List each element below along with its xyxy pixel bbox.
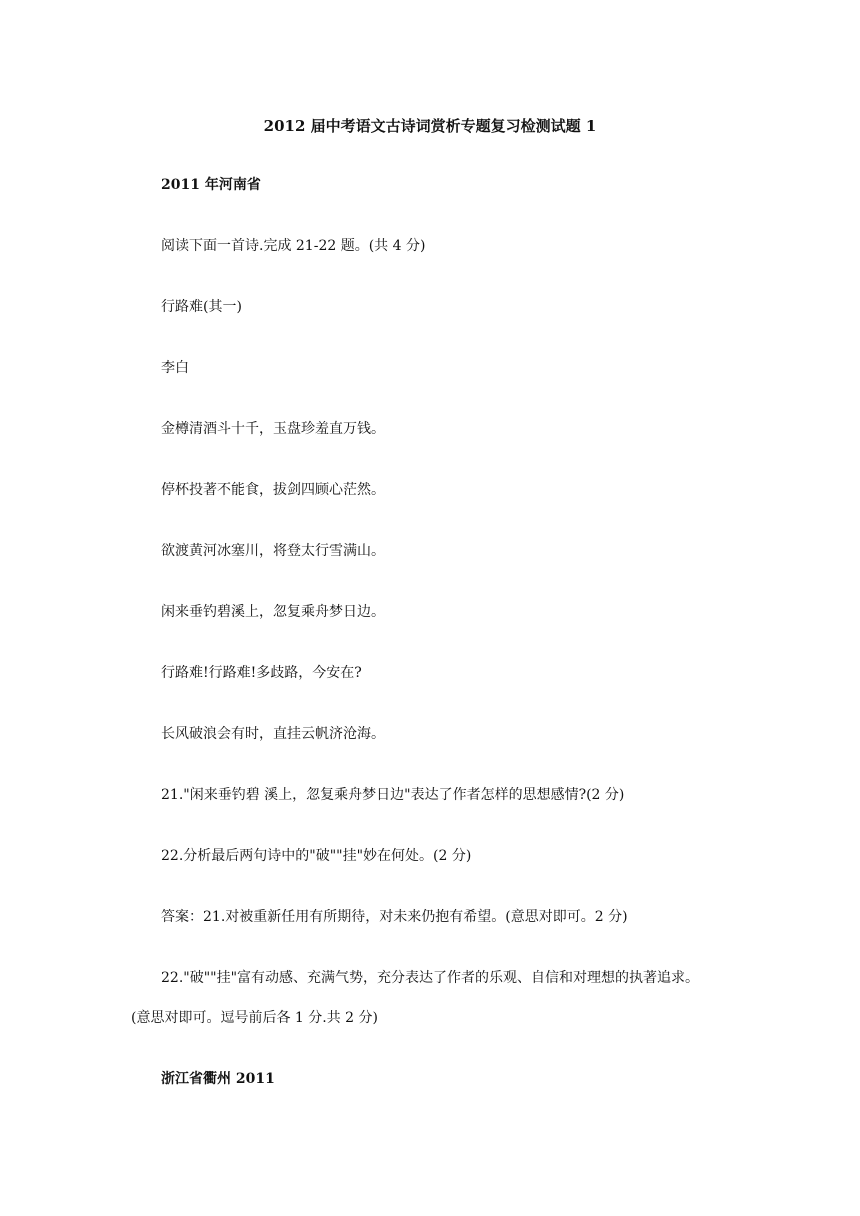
poem-line: 欲渡黄河冰塞川，将登太行雪满山。 [161, 543, 385, 559]
reading-instruction: 阅读下面一首诗.完成 21-22 题。(共 4 分) [161, 238, 426, 254]
section-heading-quzhou: 浙江省衢州 2011 [161, 1071, 275, 1087]
answer-22-line-1: 22."破""挂"富有动感、充满气势，充分表达了作者的乐观、自信和对理想的执著追求。 [161, 970, 700, 986]
poem-line: 行路难!行路难!多歧路，今安在? [161, 665, 362, 681]
poem-author: 李白 [161, 360, 189, 376]
poem-line: 停杯投著不能食，拔剑四顾心茫然。 [161, 482, 385, 498]
poem-line: 长风破浪会有时，直挂云帆济沧海。 [161, 726, 385, 742]
poem-line: 金樽清酒斗十千，玉盘珍羞直万钱。 [161, 421, 385, 437]
poem-line: 闲来垂钓碧溪上，忽复乘舟梦日边。 [161, 604, 385, 620]
document-title: 2012 届中考语文古诗词赏析专题复习检测试题 1 [263, 117, 597, 135]
answer-21: 答案：21.对被重新任用有所期待，对未来仍抱有希望。(意思对即可。2 分) [161, 909, 628, 925]
question-22: 22.分析最后两句诗中的"破""挂"妙在何处。(2 分) [161, 848, 472, 864]
section-heading-henan: 2011 年河南省 [161, 177, 261, 193]
poem-title: 行路难(其一) [161, 299, 242, 315]
question-21: 21."闲来垂钓碧 溪上，忽复乘舟梦日边"表达了作者怎样的思想感情?(2 分) [161, 787, 625, 803]
answer-22-line-2: (意思对即可。逗号前后各 1 分.共 2 分) [131, 1010, 378, 1026]
